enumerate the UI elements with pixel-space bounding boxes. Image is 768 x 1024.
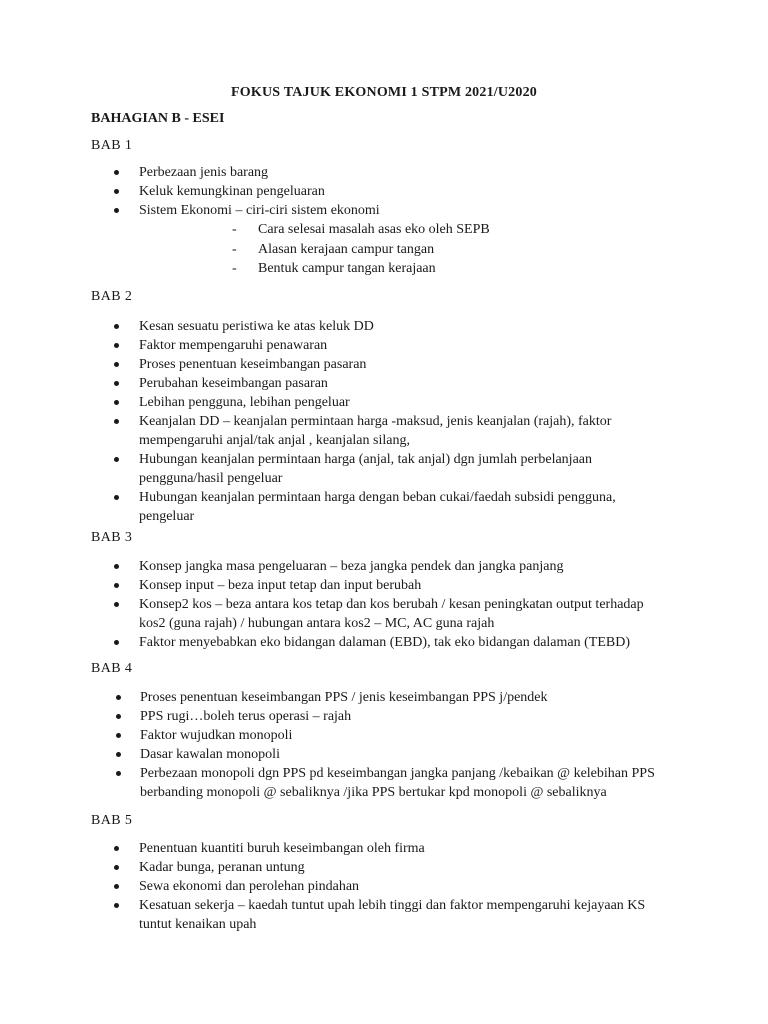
bab-2-list (0, 317, 768, 526)
bullet-icon (114, 846, 119, 851)
list-item: Hubungan keanjalan permintaan harga dengan beban cukai/faedah subsidi pengguna, pengeluar (0, 488, 768, 526)
dash-marker: - (232, 241, 237, 257)
bullet-icon (116, 714, 121, 719)
bullet-icon (114, 170, 119, 175)
list-item: Dasar kawalan monopoli (0, 745, 768, 764)
sub-list-item: - Cara selesai masalah asas eko oleh SEPB (0, 220, 768, 240)
list-item: Lebihan pengguna, lebihan pengeluar (0, 393, 768, 412)
bullet-icon (114, 495, 119, 500)
sub-list-item: - Bentuk campur tangan kerajaan (0, 259, 768, 279)
dash-marker: - (232, 222, 237, 237)
bullet-icon (114, 884, 119, 889)
list-item: Faktor menyebabkan eko bidangan dalaman (EBD), tak eko bidangan dalaman (TEBD) (0, 633, 768, 652)
list-item: Keluk kemungkinan pengeluaran (0, 182, 768, 201)
bab-1-list (0, 163, 768, 220)
bab-4-heading: BAB 4 (91, 661, 133, 676)
bullet-icon (114, 903, 119, 908)
list-item: PPS rugi…boleh terus operasi – rajah (0, 707, 768, 726)
bullet-icon (114, 564, 119, 569)
bab-2-heading: BAB 2 (91, 289, 133, 304)
list-item: Kadar bunga, peranan untung (0, 858, 768, 877)
bab-4-list (0, 688, 768, 802)
list-item: Kesatuan sekerja – kaedah tuntut upah lebih tinggi dan faktor mempengaruhi kejayaan KS tuntut kenaikan upah (0, 896, 768, 934)
list-item: Faktor mempengaruhi penawaran (0, 336, 768, 355)
bullet-icon (114, 602, 119, 607)
list-item: Sistem Ekonomi – ciri-ciri sistem ekonomi (0, 201, 768, 220)
document-title: FOKUS TAJUK EKONOMI 1 STPM 2021/U2020 (231, 85, 537, 100)
list-item: Sewa ekonomi dan perolehan pindahan (0, 877, 768, 896)
bab-5-list (0, 839, 768, 934)
list-item: Penentuan kuantiti buruh keseimbangan oleh firma (0, 839, 768, 858)
bullet-icon (114, 343, 119, 348)
bab-5-heading: BAB 5 (91, 813, 133, 828)
bullet-icon (116, 733, 121, 738)
bab-3-list (0, 557, 768, 652)
bullet-icon (114, 381, 119, 386)
bullet-icon (114, 324, 119, 329)
list-item: Perbezaan jenis barang (0, 163, 768, 182)
list-item: Proses penentuan keseimbangan pasaran (0, 355, 768, 374)
sub-list-item: - Alasan kerajaan campur tangan (0, 240, 768, 260)
list-item: Hubungan keanjalan permintaan harga (anjal, tak anjal) dgn jumlah perbelanjaan pengguna/hasil pengeluar (0, 450, 768, 488)
bullet-icon (114, 865, 119, 870)
bullet-icon (114, 583, 119, 588)
list-item: Perbezaan monopoli dgn PPS pd keseimbangan jangka panjang /kebaikan @ kelebihan PPS berbanding monopoli @ sebaliknya /jika PPS bertukar kpd monopoli @ sebaliknya (0, 764, 768, 802)
list-item: Perubahan keseimbangan pasaran (0, 374, 768, 393)
bullet-icon (116, 771, 121, 776)
bullet-icon (114, 419, 119, 424)
bullet-icon (114, 457, 119, 462)
bullet-icon (116, 695, 121, 700)
bullet-icon (114, 640, 119, 645)
list-item: Proses penentuan keseimbangan PPS / jenis keseimbangan PPS j/pendek (0, 688, 768, 707)
section-heading: BAHAGIAN B - ESEI (91, 111, 225, 126)
list-item: Keanjalan DD – keanjalan permintaan harga -maksud, jenis keanjalan (rajah), faktor mempengaruhi anjal/tak anjal , keanjalan silang, (0, 412, 768, 450)
bullet-icon (114, 362, 119, 367)
bab-1-heading: BAB 1 (91, 138, 133, 153)
list-item: Kesan sesuatu peristiwa ke atas keluk DD (0, 317, 768, 336)
bullet-icon (114, 208, 119, 213)
bullet-icon (114, 189, 119, 194)
list-item: Konsep input – beza input tetap dan input berubah (0, 576, 768, 595)
bullet-icon (114, 400, 119, 405)
bab-1-sublist (0, 220, 768, 279)
bab-3-heading: BAB 3 (91, 530, 133, 545)
bullet-icon (116, 752, 121, 757)
list-item: Faktor wujudkan monopoli (0, 726, 768, 745)
list-item: Konsep2 kos – beza antara kos tetap dan kos berubah / kesan peningkatan output terhadap kos2 (guna rajah) / hubungan antara kos2 – MC, AC guna rajah (0, 595, 768, 633)
dash-marker: - (232, 261, 237, 276)
list-item: Konsep jangka masa pengeluaran – beza jangka pendek dan jangka panjang (0, 557, 768, 576)
